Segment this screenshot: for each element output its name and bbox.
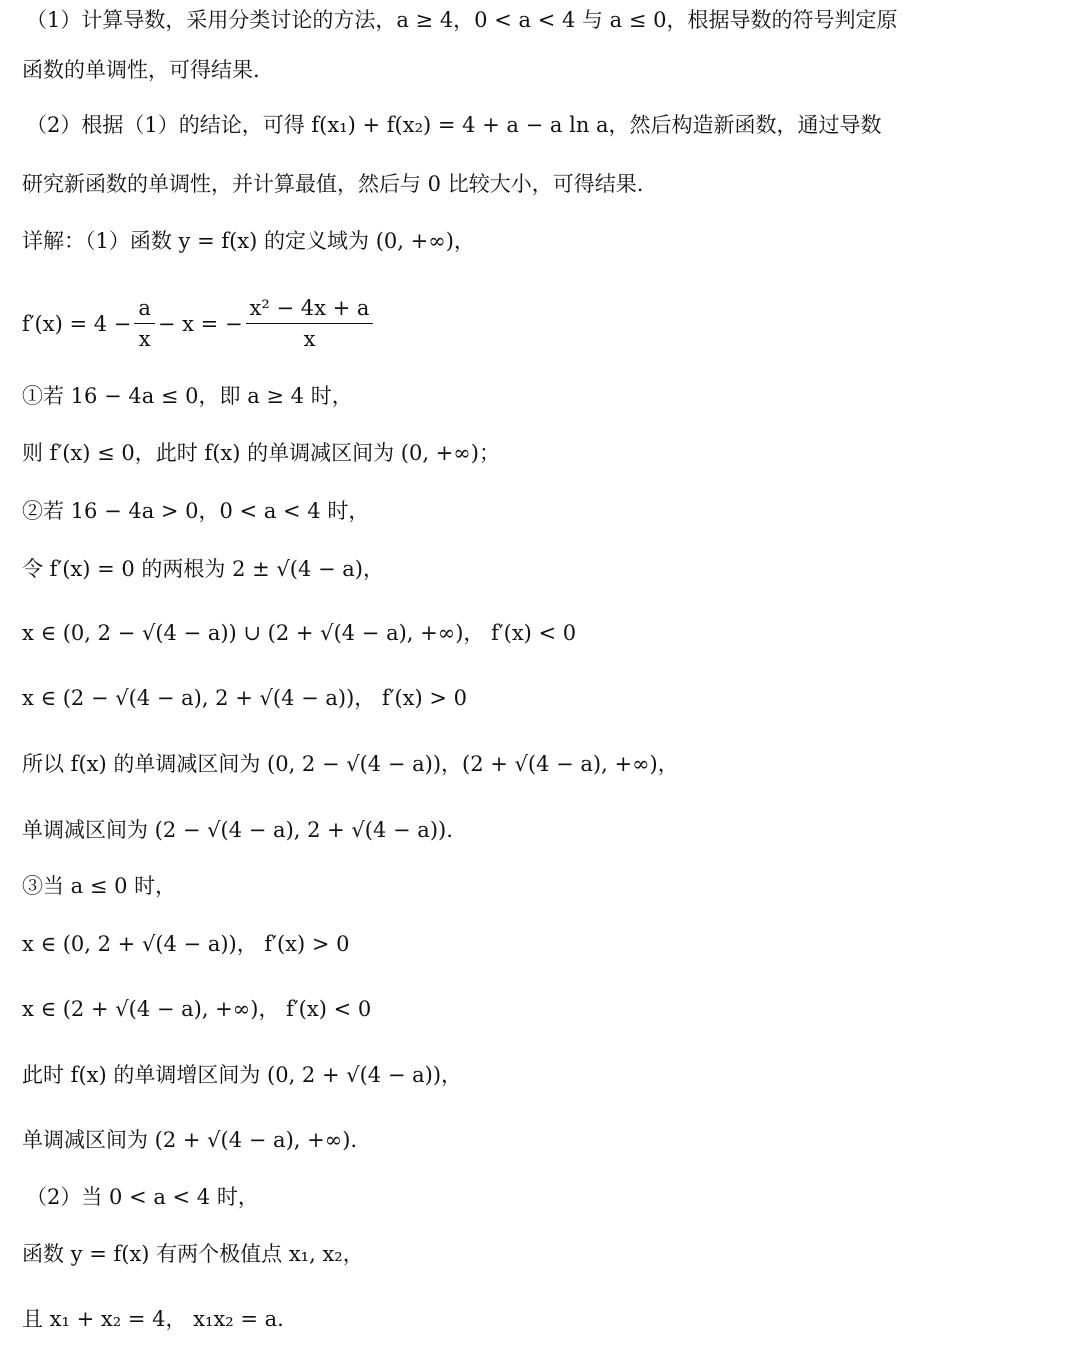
text-line-9: ②若 16 − 4a > 0，0 < a < 4 时，: [22, 499, 370, 523]
fraction-a-over-x: [134, 293, 155, 354]
text-line-3: （2）根据（1）的结论，可得 f(x₁) + f(x₂) = 4 + a − a ln a，然后构造新函数，通过导数: [26, 113, 882, 137]
text-line-16: x ∈ (0, 2 + √(4 − a))， f′(x) > 0: [22, 932, 350, 956]
fraction-denominator: x: [138, 327, 151, 351]
equation-middle: − x = −: [157, 311, 243, 336]
text-line-4: 研究新函数的单调性，并计算最值，然后与 0 比较大小，可得结果.: [22, 172, 644, 196]
text-line-11: x ∈ (0, 2 − √(4 − a)) ∪ (2 + √(4 − a), +∞)， f′(x) < 0: [22, 621, 577, 645]
text-line-5: 详解：（1）函数 y = f(x) 的定义域为 (0, +∞)，: [22, 229, 475, 253]
text-line-21: 函数 y = f(x) 有两个极值点 x₁, x₂，: [22, 1242, 364, 1266]
text-line-8: 则 f′(x) ≤ 0，此时 f(x) 的单调减区间为 (0, +∞)；: [22, 441, 500, 465]
fraction-numerator: a: [134, 293, 155, 324]
text-line-18: 此时 f(x) 的单调增区间为 (0, 2 + √(4 − a))，: [22, 1063, 463, 1087]
text-line-12: x ∈ (2 − √(4 − a), 2 + √(4 − a))， f′(x) > 0: [22, 686, 468, 710]
text-line-22: 且 x₁ + x₂ = 4， x₁x₂ = a.: [22, 1307, 284, 1331]
text-line-10: 令 f′(x) = 0 的两根为 2 ± √(4 − a)，: [22, 557, 385, 581]
fraction-denominator: x: [303, 327, 316, 351]
text-line-2: 函数的单调性，可得结果.: [22, 58, 260, 82]
text-line-14: 单调减区间为 (2 − √(4 − a), 2 + √(4 − a)).: [22, 818, 453, 842]
fraction-numerator: x² − 4x + a: [246, 293, 374, 324]
text-line-1: （1）计算导数，采用分类讨论的方法，a ≥ 4，0 < a < 4 与 a ≤ 0，根据导数的符号判定原: [26, 8, 898, 32]
derivative-equation: [22, 293, 376, 354]
text-line-19: 单调减区间为 (2 + √(4 − a), +∞).: [22, 1128, 358, 1152]
fraction-quadratic-over-x: [246, 293, 374, 354]
text-line-15: ③当 a ≤ 0 时，: [22, 874, 177, 898]
text-line-17: x ∈ (2 + √(4 − a), +∞)， f′(x) < 0: [22, 997, 372, 1021]
text-line-7: ①若 16 − 4a ≤ 0，即 a ≥ 4 时，: [22, 384, 353, 408]
text-line-20: （2）当 0 < a < 4 时，: [26, 1185, 259, 1209]
equation-lhs: f′(x) = 4 −: [22, 311, 132, 336]
text-line-13: 所以 f(x) 的单调减区间为 (0, 2 − √(4 − a))，(2 + √(4 − a), +∞)，: [22, 752, 679, 776]
